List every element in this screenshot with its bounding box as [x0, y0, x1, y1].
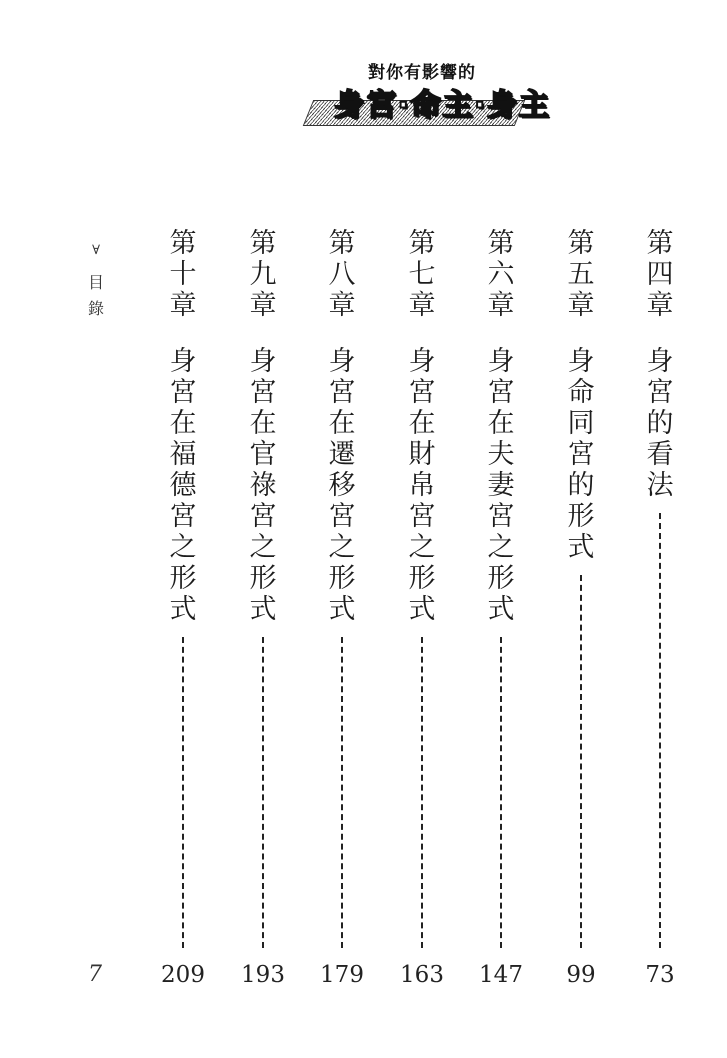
chapter-title-char: 宮	[328, 501, 356, 532]
chapter-title	[163, 346, 203, 625]
chapter-number-char: 十	[169, 259, 197, 290]
chapter-title-char: 看	[646, 439, 674, 470]
triangle-down-icon: ∀	[92, 243, 100, 258]
chapter-page-number: 163	[400, 962, 444, 988]
toc-entry[interactable]	[402, 228, 442, 988]
chapter-title	[243, 346, 283, 625]
chapter-number	[163, 228, 203, 321]
chapter-title-char: 式	[328, 594, 356, 625]
chapter-number	[243, 228, 283, 321]
chapter-page-number: 147	[479, 962, 523, 988]
chapter-title-char: 妻	[487, 470, 515, 501]
chapter-title-char: 官	[249, 439, 277, 470]
chapter-number-char: 第	[328, 228, 356, 259]
chapter-number-char: 八	[328, 259, 356, 290]
chapter-number-char: 章	[487, 290, 515, 321]
chapter-number-char: 第	[567, 228, 595, 259]
chapter-title-char: 宮	[249, 377, 277, 408]
chapter-title-char: 宮	[487, 501, 515, 532]
chapter-number-char: 第	[487, 228, 515, 259]
chapter-title-char: 的	[567, 470, 595, 501]
chapter-title-char: 身	[487, 346, 515, 377]
chapter-title-char: 身	[169, 346, 197, 377]
chapter-number-char: 第	[249, 228, 277, 259]
chapter-title-char: 在	[487, 408, 515, 439]
toc-entry[interactable]	[243, 228, 283, 988]
toc-entry[interactable]	[640, 228, 680, 988]
chapter-title-char: 之	[328, 532, 356, 563]
book-header-logo	[300, 58, 551, 138]
chapter-title-char: 形	[487, 563, 515, 594]
chapter-title-char: 宮	[169, 501, 197, 532]
chapter-title-char: 形	[408, 563, 436, 594]
chapter-number-char: 六	[487, 259, 515, 290]
chapter-number	[561, 228, 601, 321]
dotted-leader	[659, 513, 661, 948]
chapter-title-char: 式	[169, 594, 197, 625]
chapter-title-char: 之	[169, 532, 197, 563]
chapter-title-char: 財	[408, 439, 436, 470]
header-subtitle: 對你有影響的	[368, 63, 476, 83]
chapter-number-char: 第	[169, 228, 197, 259]
toc-entry[interactable]	[561, 228, 601, 988]
chapter-number	[322, 228, 362, 321]
chapter-number-char: 第	[646, 228, 674, 259]
dotted-leader	[341, 637, 343, 948]
chapter-number-char: 四	[646, 259, 674, 290]
chapter-title-char: 夫	[487, 439, 515, 470]
dotted-leader	[182, 637, 184, 948]
toc-entry[interactable]	[481, 228, 521, 988]
chapter-title-char: 形	[169, 563, 197, 594]
chapter-title-char: 之	[408, 532, 436, 563]
chapter-page-number: 179	[320, 962, 364, 988]
chapter-title-char: 宮	[646, 377, 674, 408]
chapter-number-char: 章	[646, 290, 674, 321]
chapter-title-char: 身	[249, 346, 277, 377]
chapter-title-char: 形	[328, 563, 356, 594]
chapter-number-char: 第	[408, 228, 436, 259]
chapter-number-char: 章	[408, 290, 436, 321]
chapter-title-char: 宮	[408, 377, 436, 408]
dotted-leader	[580, 575, 582, 948]
chapter-page-number: 73	[645, 962, 675, 988]
chapter-title-char: 之	[249, 532, 277, 563]
chapter-title-char: 遷	[328, 439, 356, 470]
chapter-title-char: 宮	[328, 377, 356, 408]
chapter-title	[322, 346, 362, 625]
chapter-title	[481, 346, 521, 625]
chapter-title-char: 宮	[249, 501, 277, 532]
chapter-title-char: 身	[408, 346, 436, 377]
chapter-number-char: 九	[249, 259, 277, 290]
chapter-title-char: 德	[169, 470, 197, 501]
section-marker	[84, 243, 108, 322]
chapter-title-char: 式	[408, 594, 436, 625]
chapter-page-number: 99	[566, 962, 596, 988]
chapter-title-char: 法	[646, 470, 674, 501]
chapter-title-char: 同	[567, 408, 595, 439]
chapter-title-char: 形	[249, 563, 277, 594]
chapter-title-char: 宮	[487, 377, 515, 408]
chapter-title-char: 帛	[408, 470, 436, 501]
chapter-title-char: 的	[646, 408, 674, 439]
chapter-title	[402, 346, 442, 625]
dotted-leader	[262, 637, 264, 948]
chapter-number-char: 章	[249, 290, 277, 321]
chapter-number	[640, 228, 680, 321]
chapter-title-char: 式	[249, 594, 277, 625]
chapter-title-char: 在	[249, 408, 277, 439]
chapter-title-char: 福	[169, 439, 197, 470]
dotted-leader	[500, 637, 502, 948]
chapter-title-char: 移	[328, 470, 356, 501]
chapter-title-char: 在	[169, 408, 197, 439]
chapter-title-char: 身	[646, 346, 674, 377]
chapter-title-char: 形	[567, 501, 595, 532]
toc-entry[interactable]	[163, 228, 203, 988]
chapter-number-char: 章	[567, 290, 595, 321]
header-title: 身宮‧命主‧身主	[334, 88, 551, 123]
chapter-number-char: 七	[408, 259, 436, 290]
chapter-page-number: 209	[161, 962, 205, 988]
chapter-title-char: 宮	[567, 439, 595, 470]
chapter-number	[481, 228, 521, 321]
chapter-number-char: 章	[328, 290, 356, 321]
chapter-title-char: 宮	[408, 501, 436, 532]
chapter-title-char: 式	[567, 532, 595, 563]
chapter-title-char: 祿	[249, 470, 277, 501]
chapter-title-char: 宮	[169, 377, 197, 408]
chapter-title-char: 之	[487, 532, 515, 563]
chapter-title-char: 身	[567, 346, 595, 377]
chapter-number	[402, 228, 442, 321]
chapter-page-number: 193	[241, 962, 285, 988]
chapter-number-char: 章	[169, 290, 197, 321]
dotted-leader	[421, 637, 423, 948]
chapter-title	[640, 346, 680, 501]
chapter-title-char: 在	[408, 408, 436, 439]
chapter-title-char: 在	[328, 408, 356, 439]
toc-entry[interactable]	[322, 228, 362, 988]
chapter-title-char: 身	[328, 346, 356, 377]
chapter-title	[561, 346, 601, 563]
chapter-number-char: 五	[567, 259, 595, 290]
section-label-char: 目	[87, 273, 104, 292]
section-label-char: 錄	[87, 299, 104, 318]
chapter-title-char: 命	[567, 377, 595, 408]
chapter-title-char: 式	[487, 594, 515, 625]
page-number: 7	[88, 962, 102, 987]
